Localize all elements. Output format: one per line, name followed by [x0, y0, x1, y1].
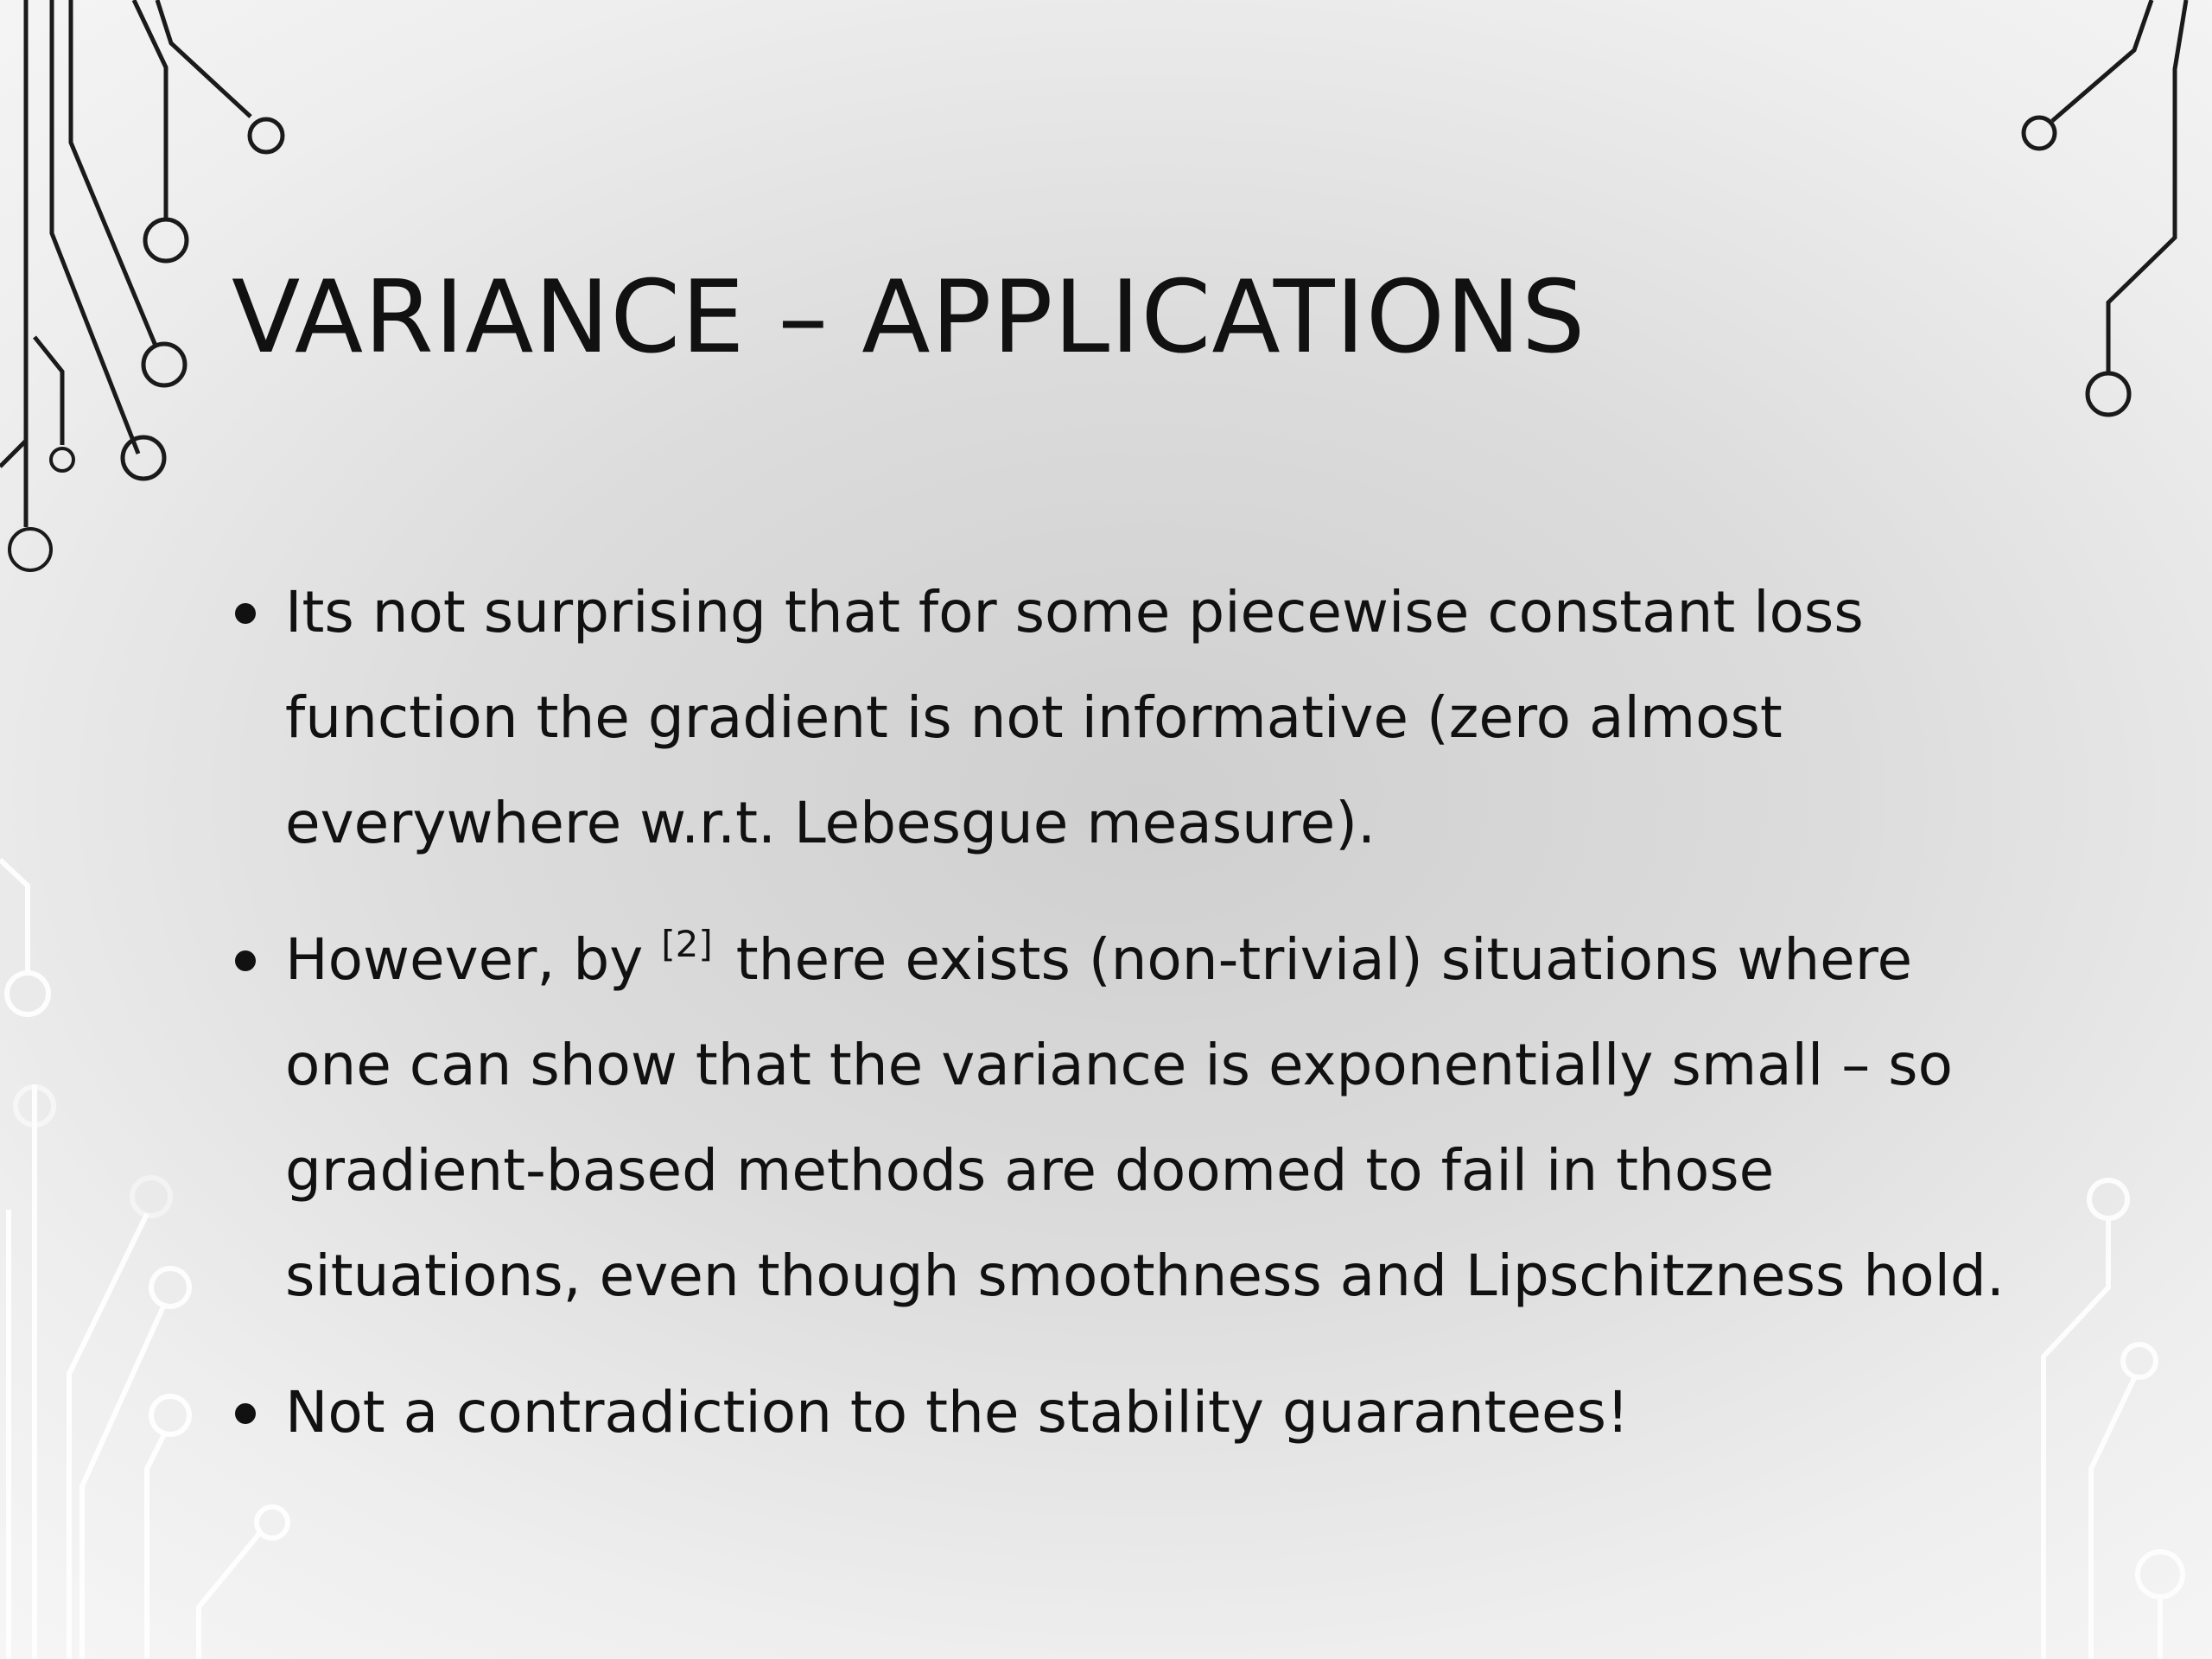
slide-title: VARIANCE – APPLICATIONS — [232, 259, 1586, 376]
bullet-item — [230, 560, 2010, 876]
citation-reference: [2] — [661, 923, 713, 965]
bullet-dot-icon — [235, 603, 256, 624]
bullet-text-before: However, by — [285, 926, 662, 993]
bullet-text: Its not surprising that for some piecewise constant loss function the gradient is not informative (zero almost everywhere w.r.t. Lebesgue measure). — [285, 579, 1864, 856]
bullet-dot-icon — [235, 950, 256, 971]
bullet-item — [230, 907, 2010, 1329]
bullet-dot-icon — [235, 1403, 256, 1424]
bullet-text: Not a contradiction to the stability guarantees! — [285, 1379, 1630, 1446]
bullet-list — [230, 560, 2010, 1497]
bullet-item — [230, 1360, 2010, 1465]
bullet-text-after: there exists (non-trivial) situations where one can show that the variance is exponentially small – so gradient-based methods are doomed to fail in those situations, even though smoothness and Lipschitzness hold. — [285, 926, 2005, 1309]
